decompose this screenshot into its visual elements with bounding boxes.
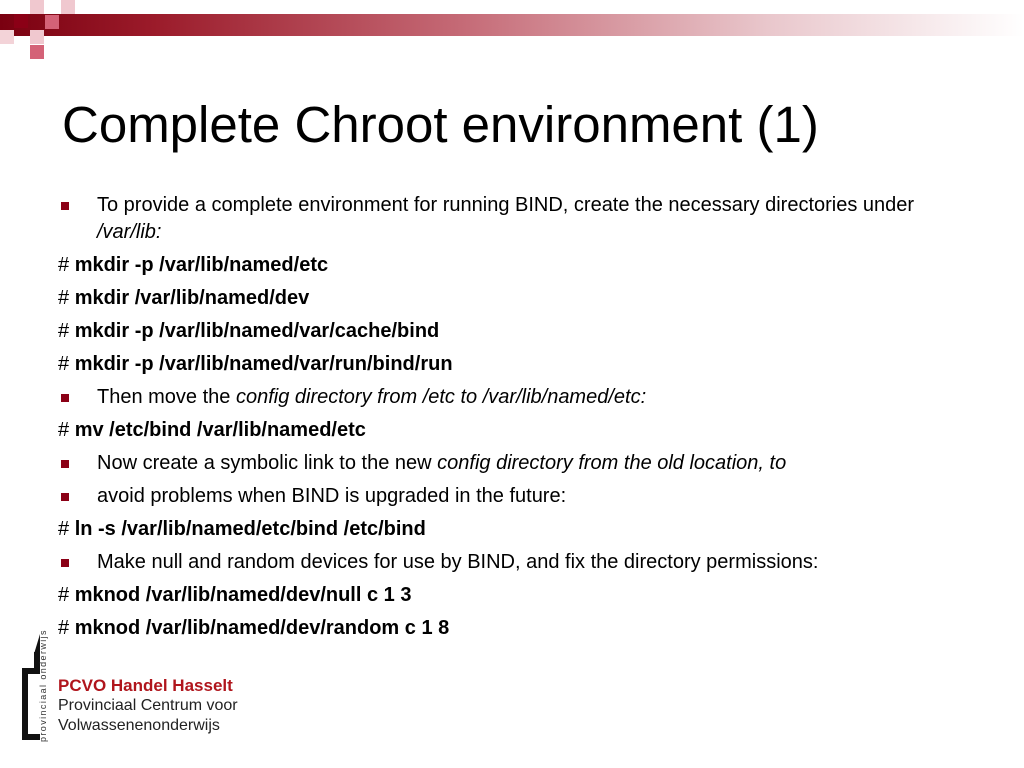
command-text: ln -s /var/lib/named/etc/bind /etc/bind bbox=[74, 518, 426, 540]
bullet-text: To provide a complete environment for running BIND, create the necessary directories under bbox=[97, 194, 915, 216]
logo-vertical-text: provinciaal onderwijs bbox=[38, 629, 48, 742]
command-prompt: # bbox=[58, 353, 75, 375]
command-prompt: # bbox=[58, 287, 75, 309]
command-text: mkdir -p /var/lib/named/var/run/bind/run bbox=[74, 353, 453, 375]
bullet-item bbox=[58, 192, 958, 252]
command-line bbox=[58, 516, 958, 549]
header-square bbox=[30, 45, 44, 59]
logo-line3: Volwassenenonderwijs bbox=[58, 717, 220, 734]
command-line bbox=[58, 318, 958, 351]
bullet-item bbox=[58, 384, 958, 417]
bullet-square-icon bbox=[61, 559, 69, 567]
header-square bbox=[30, 30, 44, 44]
command-prompt: # bbox=[58, 419, 75, 441]
header-square bbox=[45, 15, 59, 29]
command-text: mknod /var/lib/named/dev/null c 1 3 bbox=[74, 584, 412, 606]
slide-title: Complete Chroot environment (1) bbox=[62, 96, 819, 153]
command-text: mkdir -p /var/lib/named/var/cache/bind bbox=[74, 320, 440, 342]
bullet-item bbox=[58, 549, 958, 582]
command-text: mkdir -p /var/lib/named/etc bbox=[74, 254, 329, 276]
command-prompt: # bbox=[58, 617, 75, 639]
bullet-italic-text: config directory from the old location, to bbox=[437, 452, 787, 474]
command-prompt: # bbox=[58, 584, 75, 606]
bullet-italic-text: config directory from /etc to /var/lib/named/etc: bbox=[235, 386, 647, 408]
bullet-text: Now create a symbolic link to the new bbox=[97, 452, 438, 474]
command-line bbox=[58, 252, 958, 285]
command-line bbox=[58, 351, 958, 384]
bullet-item bbox=[58, 483, 958, 516]
bullet-square-icon bbox=[61, 460, 69, 468]
bullet-text: Make null and random devices for use by BIND, and fix the directory permissions: bbox=[97, 551, 819, 573]
command-prompt: # bbox=[58, 518, 75, 540]
bullet-italic-text: /var/lib: bbox=[97, 221, 162, 243]
slide-content bbox=[58, 192, 958, 648]
bullet-item bbox=[58, 450, 958, 483]
command-prompt: # bbox=[58, 254, 75, 276]
bullet-text: Then move the bbox=[97, 386, 236, 408]
logo-line2: Provinciaal Centrum voor bbox=[58, 697, 238, 714]
header-square bbox=[61, 0, 75, 14]
header-gradient-bar bbox=[0, 14, 1024, 36]
bullet-square-icon bbox=[61, 202, 69, 210]
bullet-square-icon bbox=[61, 394, 69, 402]
bullet-square-icon bbox=[61, 493, 69, 501]
command-line bbox=[58, 285, 958, 318]
logo-name: PCVO Handel Hasselt bbox=[58, 676, 233, 695]
header-square bbox=[14, 14, 28, 28]
command-line bbox=[58, 582, 958, 615]
command-prompt: # bbox=[58, 320, 75, 342]
command-text: mkdir /var/lib/named/dev bbox=[74, 287, 310, 309]
command-text: mknod /var/lib/named/dev/random c 1 8 bbox=[74, 617, 450, 639]
header-square bbox=[0, 30, 14, 44]
command-line bbox=[58, 417, 958, 450]
bullet-text: avoid problems when BIND is upgraded in the future: bbox=[97, 485, 567, 507]
header-square bbox=[30, 0, 44, 14]
command-text: mv /etc/bind /var/lib/named/etc bbox=[74, 419, 366, 441]
